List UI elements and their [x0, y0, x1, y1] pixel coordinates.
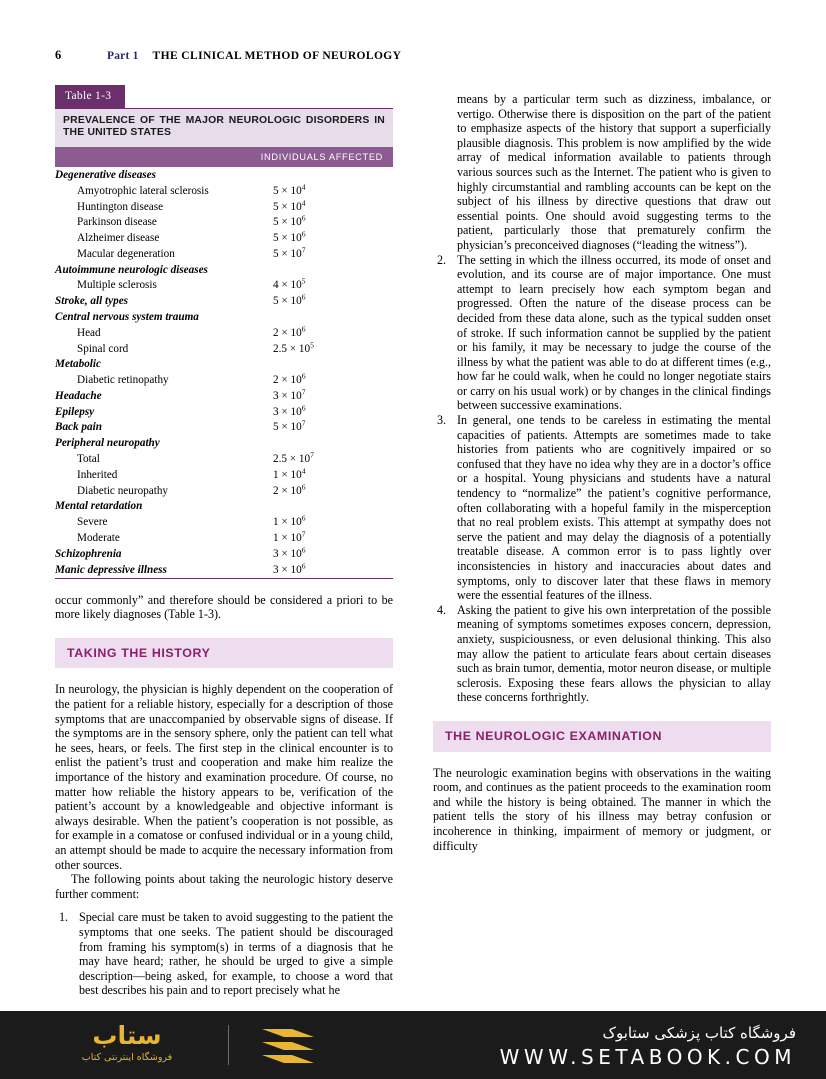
table-cell-value: [273, 499, 393, 515]
table-cell-value: [273, 309, 393, 325]
chapter-title: THE CLINICAL METHOD OF NEUROLOGY: [152, 50, 402, 62]
table-cell-label: Macular degeneration: [77, 247, 175, 260]
footer-right: [500, 1023, 796, 1070]
list-item: The setting in which the illness occurred, its mode of onset and evolution, and its course are of major importance. One must attempt to learn precisely how each symptom began and progressed. Often the nature of the disease process can be decided from these data alone, such as the typical sudden onset of stroke. If such information cannot be supplied by the patient or his family, it may be necessary to judge the course of the illness by what the patient was able to do at different times (e.g., how far he could walk, when he could no longer negotiate stairs or carry on his usual work) or by changes in the clinical findings between successive examinations.: [457, 252, 771, 413]
table-cell-value: [273, 262, 393, 278]
paragraph-item1-continued: means by a particular term such as dizziness, imbalance, or vertigo. Otherwise there is disposition on the part of the patient to emphasize aspects of the history that support a superficially plausible diagnosis. This problem is now amplified by the wide array of medical information available to patients through various sources such as the Internet. The patient who is given to highly circumstantial and rambling accounts can be kept on the subject of his illness by directive questions that draw out essential points. One should avoid suggesting terms to the patient, particularly those that prematurely confirm the physician’s preconceived diagnoses (“leading the witness”).: [457, 92, 771, 252]
table-cell-label: Epilepsy: [55, 405, 95, 418]
table-row: [55, 499, 393, 515]
page-bottom-fade: [0, 1000, 826, 1011]
table-cell-label: Diabetic retinopathy: [77, 374, 169, 387]
table-cell-label: Alzheimer disease: [77, 232, 160, 245]
brand-subtitle-fa: فروشگاه اینترنتی کتاب: [81, 1052, 173, 1063]
spacer: [55, 901, 393, 910]
table-cell-value: $5 \times 10^6$: [273, 213, 306, 229]
table-1-3: [55, 85, 393, 579]
table-row: [55, 341, 393, 357]
footer-divider: [228, 1025, 229, 1065]
table-row: [55, 199, 393, 215]
table-cell-value: $3 \times 10^6$: [273, 544, 306, 560]
table-cell-label: Central nervous system trauma: [55, 311, 199, 323]
paragraph-history-2: The following points about taking the neurologic history deserve further comment:: [55, 872, 393, 901]
table-cell-label: Mental retardation: [55, 500, 143, 513]
list-item: In general, one tends to be careless in estimating the mental capacities of patients. Attempts are sometimes made to take histories from patients who are cognitively impaired or so confused that they have no idea why they are in a doctor’s office or a hospital. Young physicians and students have a natural tendency to “normalize” the patient’s cognitive performance, often collaborating with a hopeful family in the misperception that no real problem exists. This attempt at sympathy does not serve the patient and may delay the diagnosis of a potentially treatable disease. A common error is to pass lightly over inconsistencies in history and inaccuracies about dates and symptoms, only to discover later that these flaws in memory were the essential features of the illness.: [457, 413, 771, 603]
table-row: [55, 562, 393, 578]
part-label: Part 1: [107, 50, 139, 62]
table-cell-value: [273, 357, 393, 373]
table-row: [55, 530, 393, 546]
table-row: [55, 388, 393, 404]
table-row: [55, 183, 393, 199]
table-cell-label: Back pain: [55, 421, 102, 434]
table-cell-label: Inherited: [77, 468, 118, 481]
table-row: [55, 246, 393, 262]
brand-chevron-icon: [258, 1027, 318, 1072]
brand-logo-left: [52, 1021, 202, 1065]
table-row: [55, 278, 393, 294]
table-row: [55, 467, 393, 483]
table-cell-label: Peripheral neuropathy: [55, 437, 160, 450]
page-number: 6: [55, 48, 62, 62]
table-cell-label: Diabetic neuropathy: [77, 484, 169, 497]
table-cell-value: $1 \times 10^6$: [273, 513, 306, 529]
table-cell-value: $5 \times 10^4$: [273, 197, 306, 213]
table-row: [55, 546, 393, 562]
table-cell-value: $2 \times 10^6$: [273, 324, 306, 339]
footer-banner: [0, 1011, 826, 1079]
table-number-tab: Table 1-3: [55, 85, 125, 108]
table-cell-label: Degenerative diseases: [55, 168, 156, 181]
table-cell-label: Spinal cord: [77, 342, 129, 355]
table-cell-label: Parkinson disease: [77, 216, 157, 229]
table-cell-value: $3 \times 10^7$: [273, 387, 306, 402]
list-item: Asking the patient to give his own interpretation of the possible meaning of symptoms sometimes exposes concern, depression, anxiety, suspiciousness, or even delusional thinking. This also may allow the patient to articulate fears about certain diseases such as brain tumor, dementia, motor neuron disease, or multiple sclerosis. Exposing these fears allows the physician to allay these concerns forthrightly.: [457, 602, 771, 705]
table-cell-label: Schizophrenia: [55, 547, 122, 560]
running-head: [55, 48, 775, 63]
table-row: [55, 515, 393, 531]
left-column: [55, 85, 393, 998]
section-heading-neurologic-examination: THE NEUROLOGIC EXAMINATION: [433, 721, 771, 752]
table-cell-value: $2 \times 10^6$: [273, 371, 306, 387]
table-row: [55, 451, 393, 467]
table-cell-value: $3 \times 10^6$: [273, 560, 306, 576]
footer-tagline-fa: فروشگاه کتاب پزشکی ستابوک: [602, 1024, 796, 1042]
table-cell-value: $5 \times 10^6$: [273, 229, 306, 245]
table-cell-label: Head: [77, 326, 101, 339]
paragraph-after-table: occur commonly” and therefore should be considered a priori to be more likely diagnoses (Table 1-3).: [55, 592, 393, 622]
table-cell-label: Total: [77, 453, 100, 466]
table-cell-value: $5 \times 10^4$: [273, 182, 306, 197]
table-cell-value: [273, 436, 393, 452]
table-cell-value: $2 \times 10^6$: [273, 481, 306, 497]
table-title: PREVALENCE OF THE MAJOR NEUROLOGIC DISORDERS IN THE UNITED STATES: [55, 108, 393, 147]
table-row: [55, 357, 393, 373]
table-cell-value: [273, 167, 393, 183]
table-row: [55, 309, 393, 325]
table-cell-value: $2.5 \times 10^5$: [273, 339, 314, 355]
table-cell-label: Metabolic: [55, 358, 101, 371]
table-cell-value: $3 \times 10^6$: [273, 402, 306, 418]
table-body: [55, 167, 393, 578]
table-cell-label: Amyotrophic lateral sclerosis: [77, 184, 209, 197]
brand-name-fa: ستاب: [92, 1021, 162, 1050]
table-cell-label: Huntington disease: [77, 200, 164, 213]
table-row: [55, 325, 393, 341]
table-cell-label: Moderate: [77, 531, 120, 544]
paragraph-history-1: In neurology, the physician is highly dependent on the cooperation of the patient for a reliable history, especially for a description of those symptoms that are unaccompanied by observable signs of disease. If the symptoms are in the sensory sphere, only the patient can tell what he sees, hears, or feels. The first step in the clinical encounter is to enlist the patient’s trust and cooperation and make him realize the importance of the history and examination procedure. Of course, no matter how reliable the history appears to be, verification of the patient’s account by a knowledgeable and objective informant is always desirable. When the patient’s cooperation is not possible, as for example in a comatose or confused individual or in a young child, an attempt should be made to acquire the necessary information from other sources.: [55, 682, 393, 872]
table-cell-label: Autoimmune neurologic diseases: [55, 263, 208, 276]
table-row: [55, 231, 393, 247]
table-cell-label: Severe: [77, 516, 108, 529]
table-row: [55, 215, 393, 231]
history-points-list-left: [55, 910, 393, 998]
section-heading-taking-the-history: TAKING THE HISTORY: [55, 638, 393, 669]
table-row: [55, 436, 393, 452]
table-row: [55, 294, 393, 310]
list-item: Special care must be taken to avoid suggesting to the patient the symptoms that one seeks. The patient should be discouraged from framing his symptom(s) in terms of a diagnosis that he may have heard; rather, he should be urged to give a simple description—being asked, for example, to choose a word that best describes his pain and to report precisely what he: [79, 910, 393, 998]
table-row: [55, 262, 393, 278]
table-cell-value: $5 \times 10^7$: [273, 418, 306, 434]
table-cell-value: $5 \times 10^6$: [273, 292, 306, 308]
table-row: [55, 420, 393, 436]
table-cell-label: Stroke, all types: [55, 295, 129, 308]
table-row: [55, 404, 393, 420]
table-cell-label: Manic depressive illness: [55, 563, 167, 576]
table-cell-value: $5 \times 10^7$: [273, 245, 306, 260]
table-cell-label: Multiple sclerosis: [77, 279, 157, 292]
paragraph-exam-1: The neurologic examination begins with observations in the waiting room, and continues as the patient proceeds to the examination room and while the history is being obtained. The manner in which the patient tells the story of his illness may betray confusion or incoherence in thinking, impairment of memory or judgment, or difficulty: [433, 765, 771, 853]
table-row: [55, 373, 393, 389]
table-row: [55, 167, 393, 183]
table-cell-value: $4 \times 10^5$: [273, 276, 306, 292]
table-cell-value: $1 \times 10^7$: [273, 529, 306, 544]
table-row: [55, 483, 393, 499]
history-points-list-right: [433, 253, 771, 705]
table-column-header: INDIVIDUALS AFFECTED: [55, 147, 393, 168]
right-column: [433, 92, 771, 853]
table-cell-value: $1 \times 10^4$: [273, 466, 306, 481]
footer-url[interactable]: WWW.SETABOOK.COM: [499, 1045, 796, 1069]
table-cell-label: Headache: [55, 389, 102, 402]
table-cell-value: $2.5 \times 10^7$: [273, 450, 314, 466]
